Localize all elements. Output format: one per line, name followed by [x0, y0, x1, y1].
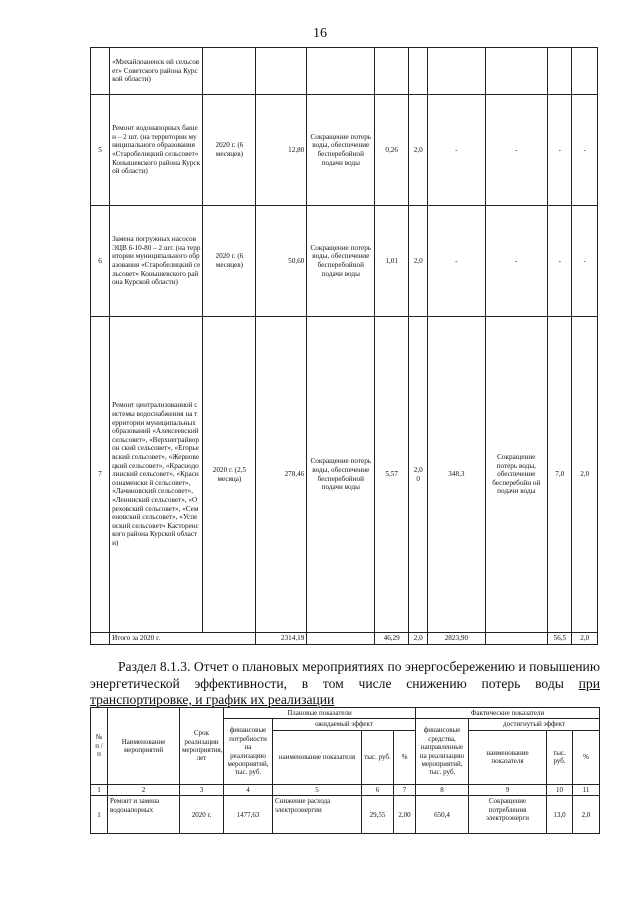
header-fin-spent: финансовые средства, направленные на реализацию мероприятий, тыс. руб.	[416, 719, 469, 784]
header-actual: Фактические показатели	[416, 708, 600, 719]
col-number: 3	[180, 784, 224, 795]
total-achieved-pct: 2,0	[572, 633, 598, 645]
cost: 278,46	[256, 317, 307, 633]
measure-name: Ремонт водонапорных башен – 2 шт. (на территории муниципального образования «Старобелицкий сельсовет» Конышевского района Курской области)	[110, 95, 203, 206]
term: 2020 г.	[180, 796, 224, 834]
term: 2020 г. (6 месяцев)	[203, 95, 256, 206]
achieved-pct: -	[572, 206, 598, 317]
achieved-value: 13,0	[547, 796, 573, 834]
achieved-effect: Сокращение потребления электроэнерги	[469, 796, 547, 834]
measure-name: «Михайлоаненск ий сельсовет» Советского района Курской области)	[110, 48, 203, 95]
achieved-value	[548, 48, 572, 95]
measure-name: Ремонт и замена водонапорных	[108, 796, 180, 834]
table-row	[91, 48, 598, 95]
table-row	[91, 796, 600, 834]
row-number: 7	[91, 317, 110, 633]
total-effect-pct: 2,0	[409, 633, 428, 645]
header-name: Наименование мероприятий	[108, 708, 180, 785]
header-thousand-rub: тыс. руб.	[362, 730, 394, 784]
header-expected: ожидаемый эффект	[273, 719, 416, 730]
column-numbers-row	[91, 784, 600, 795]
term	[203, 48, 256, 95]
page-number: 16	[313, 26, 327, 41]
effect-value: 5,57	[375, 317, 409, 633]
section-heading-line2: при транспортировке, и график их реализации	[90, 675, 600, 707]
achieved-value: -	[548, 206, 572, 317]
term: 2020 г. (6 месяцев)	[203, 206, 256, 317]
row-number: 5	[91, 95, 110, 206]
col-number: 8	[416, 784, 469, 795]
cost: 12,80	[256, 95, 307, 206]
effect-pct: 2,00	[394, 796, 416, 834]
achieved-pct: -	[572, 95, 598, 206]
effect-pct: 2,0	[409, 95, 428, 206]
achieved-pct: 2,0	[572, 317, 598, 633]
table-row	[91, 206, 598, 317]
header-fin-need: финансовые потребности на реализацию мероприятий, тыс. руб.	[224, 719, 273, 784]
cost: 1477,63	[224, 796, 273, 834]
achieved-pct: 2,0	[573, 796, 600, 834]
achieved-effect: -	[485, 206, 548, 317]
row-number: 1	[91, 796, 108, 834]
header-achieved: достигнутый эффект	[469, 719, 600, 730]
fin-spent: 348,3	[428, 317, 485, 633]
effect-value	[375, 48, 409, 95]
effect-value: 29,55	[362, 796, 394, 834]
total-fin-spent: 2823,90	[428, 633, 485, 645]
header-pct: %	[394, 730, 416, 784]
col-number: 10	[547, 784, 573, 795]
expected-effect	[307, 48, 375, 95]
achieved-effect: -	[485, 95, 548, 206]
expected-effect: Сокращение потерь воды, обеспечение бесперебойной подачи воды	[307, 95, 375, 206]
header-indicator-name: наименование показателя	[273, 730, 362, 784]
fin-spent: 650,4	[416, 796, 469, 834]
fin-spent: -	[428, 95, 485, 206]
table-row	[91, 317, 598, 633]
effect-value: 0,26	[375, 95, 409, 206]
expected-effect: Сокращение потерь воды, обеспечение бесперебойной подачи воды	[307, 206, 375, 317]
achieved-effect: Сокращение потерь воды, обеспечение бесперебойн ой подачи воды	[485, 317, 548, 633]
total-row	[91, 633, 598, 645]
col-number: 7	[394, 784, 416, 795]
total-achieved-value: 56,5	[548, 633, 572, 645]
cost	[256, 48, 307, 95]
header-pct-2: %	[573, 730, 600, 784]
measure-name: Замена погружных насосов ЭЦВ 6-10-80 – 2 шт. (на территории муниципального образования «Старобелицкий сельсовет» Конышевского района Курской области)	[110, 206, 203, 317]
effect-pct: 2,0 0	[409, 317, 428, 633]
achieved-value: -	[548, 95, 572, 206]
header-term: Срок реализации мероприятия, лет	[180, 708, 224, 785]
measure-name: Ремонт централизованной системы водоснабжения на территории муниципальных образований «Алексеевский сельсовет», «Верхнеграйворон ский сельсовет», «Егорьевский сельсовет», «Жерновецкий сельсовет», «Краснодолинский сельсовет», «Краснознаменски й сельсовет», «Лачиновский сельсовет», «Ленинский сельсовет», «Ореховский сельсовет», «Семеновский сельсовет», «Успенский сельсовет» Касторенского района Курской области)	[110, 317, 203, 633]
col-number: 5	[273, 784, 362, 795]
energy-saving-table	[90, 707, 600, 834]
expected-effect: Снижение расхода электроэнергии	[273, 796, 362, 834]
fin-spent	[428, 48, 485, 95]
col-number: 6	[362, 784, 394, 795]
row-number: 6	[91, 206, 110, 317]
achieved-value: 7,0	[548, 317, 572, 633]
fin-spent: -	[428, 206, 485, 317]
col-number: 1	[91, 784, 108, 795]
effect-pct: 2,0	[409, 206, 428, 317]
total-label: Итого за 2020 г.	[110, 633, 256, 645]
col-number: 11	[573, 784, 600, 795]
header-planned: Плановые показатели	[224, 708, 416, 719]
cost: 50,60	[256, 206, 307, 317]
col-number: 9	[469, 784, 547, 795]
effect-pct	[409, 48, 428, 95]
header-indicator-name-2: наименование показателя	[469, 730, 547, 784]
row-number	[91, 48, 110, 95]
section-heading	[90, 659, 600, 709]
achieved-pct	[572, 48, 598, 95]
col-number: 2	[108, 784, 180, 795]
table-row	[91, 95, 598, 206]
total-effect-value: 46,29	[375, 633, 409, 645]
expected-effect: Сокращение потерь воды, обеспечение бесперебойной подачи воды	[307, 317, 375, 633]
section-heading-line1: Раздел 8.1.3. Отчет о плановых мероприятиях по энергосбережению и повышению энергетической эффективности, в том числе снижению потерь воды	[90, 659, 600, 691]
effect-value: 1,01	[375, 206, 409, 317]
term: 2020 г. (2,5 месяца)	[203, 317, 256, 633]
header-num: № п / п	[91, 708, 108, 785]
measures-table-continued	[90, 47, 598, 645]
header-thousand-rub-2: тыс. руб.	[547, 730, 573, 784]
col-number: 4	[224, 784, 273, 795]
total-cost: 2314,19	[256, 633, 307, 645]
achieved-effect	[485, 48, 548, 95]
